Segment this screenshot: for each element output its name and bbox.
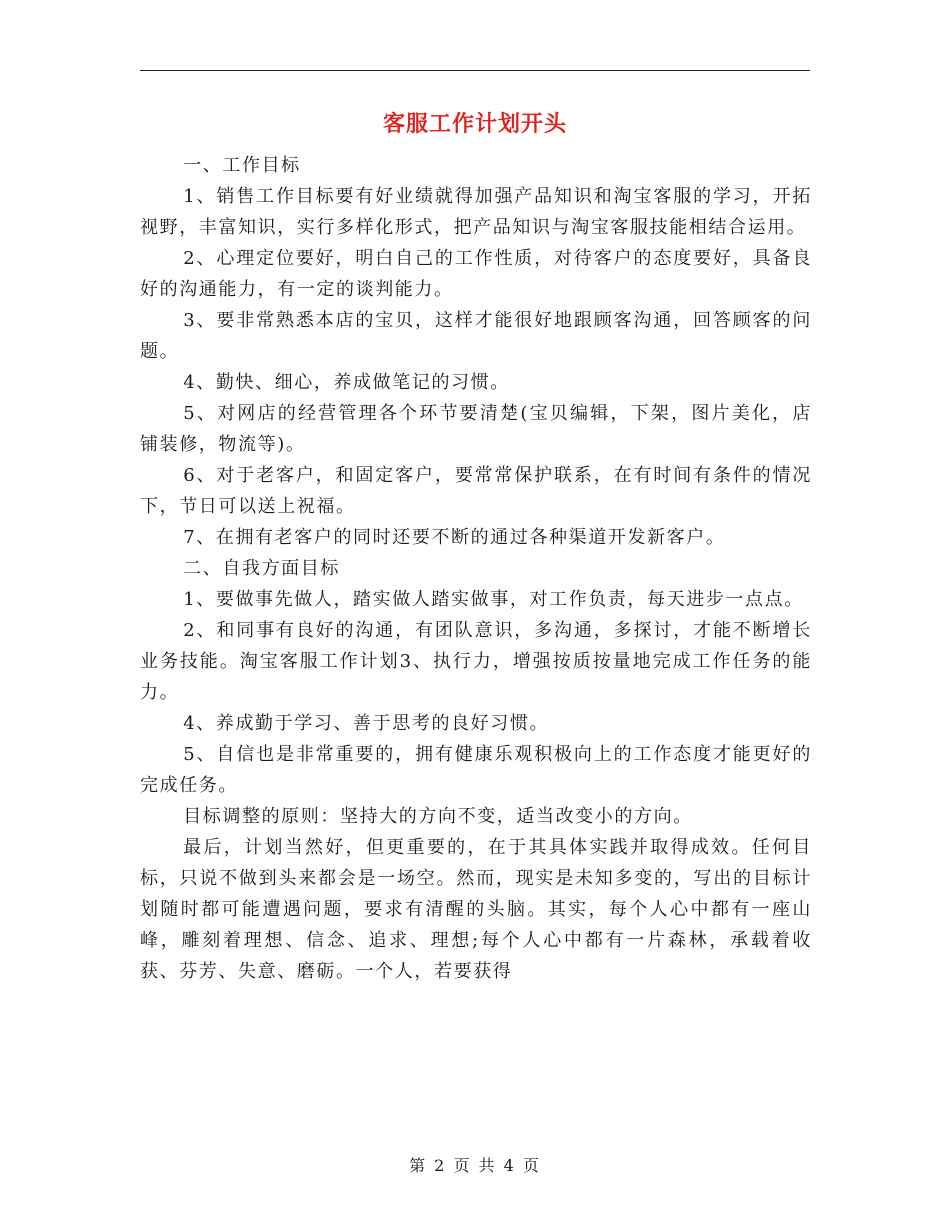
document-body <box>140 150 812 987</box>
paragraph: 6、对于老客户，和固定客户，要常常保护联系，在有时间有条件的情况下，节日可以送上祝福。 <box>140 465 812 517</box>
paragraph: 4、养成勤于学习、善于思考的良好习惯。 <box>183 713 550 734</box>
paragraph: 3、要非常熟悉本店的宝贝，这样才能很好地跟顾客沟通，回答顾客的问题。 <box>140 310 812 362</box>
paragraph: 目标调整的原则：坚持大的方向不变，适当改变小的方向。 <box>183 806 693 827</box>
paragraph: 2、心理定位要好，明白自己的工作性质，对待客户的态度要好，具备良好的沟通能力，有一定的谈判能力。 <box>140 248 812 300</box>
page-number-footer: 第 2 页 共 4 页 <box>409 1156 541 1175</box>
paragraph: 4、勤快、细心，养成做笔记的习惯。 <box>183 372 510 393</box>
paragraph: 1、要做事先做人，踏实做人踏实做事，对工作负责，每天进步一点点。 <box>183 589 804 610</box>
paragraph: 7、在拥有老客户的同时还要不断的通过各种渠道开发新客户。 <box>183 527 726 548</box>
section-heading-goals: 一、工作目标 <box>183 155 301 176</box>
paragraph: 5、自信也是非常重要的，拥有健康乐观积极向上的工作态度才能更好的完成任务。 <box>140 744 812 796</box>
paragraph: 5、对网店的经营管理各个环节要清楚(宝贝编辑，下架，图片美化，店铺装修，物流等)。 <box>140 403 812 455</box>
section-heading-self: 二、自我方面目标 <box>183 558 340 579</box>
header-rule <box>140 70 810 71</box>
paragraph: 1、销售工作目标要有好业绩就得加强产品知识和淘宝客服的学习，开拓视野，丰富知识，实行多样化形式，把产品知识与淘宝客服技能相结合运用。 <box>140 186 812 238</box>
paragraph: 最后，计划当然好，但更重要的，在于其具体实践并取得成效。任何目标，只说不做到头来都会是一场空。然而，现实是未知多变的，写出的目标计划随时都可能遭遇问题，要求有清醒的头脑。其实，每个人心中都有一座山峰，雕刻着理想、信念、追求、理想;每个人心中都有一片森林，承载着收获、芬芳、失意、磨砺。一个人，若要获得 <box>140 837 812 982</box>
paragraph: 2、和同事有良好的沟通，有团队意识，多沟通，多探讨，才能不断增长业务技能。淘宝客服工作计划3、执行力，增强按质按量地完成工作任务的能力。 <box>140 620 812 703</box>
document-title: 客服工作计划开头 <box>382 111 567 137</box>
